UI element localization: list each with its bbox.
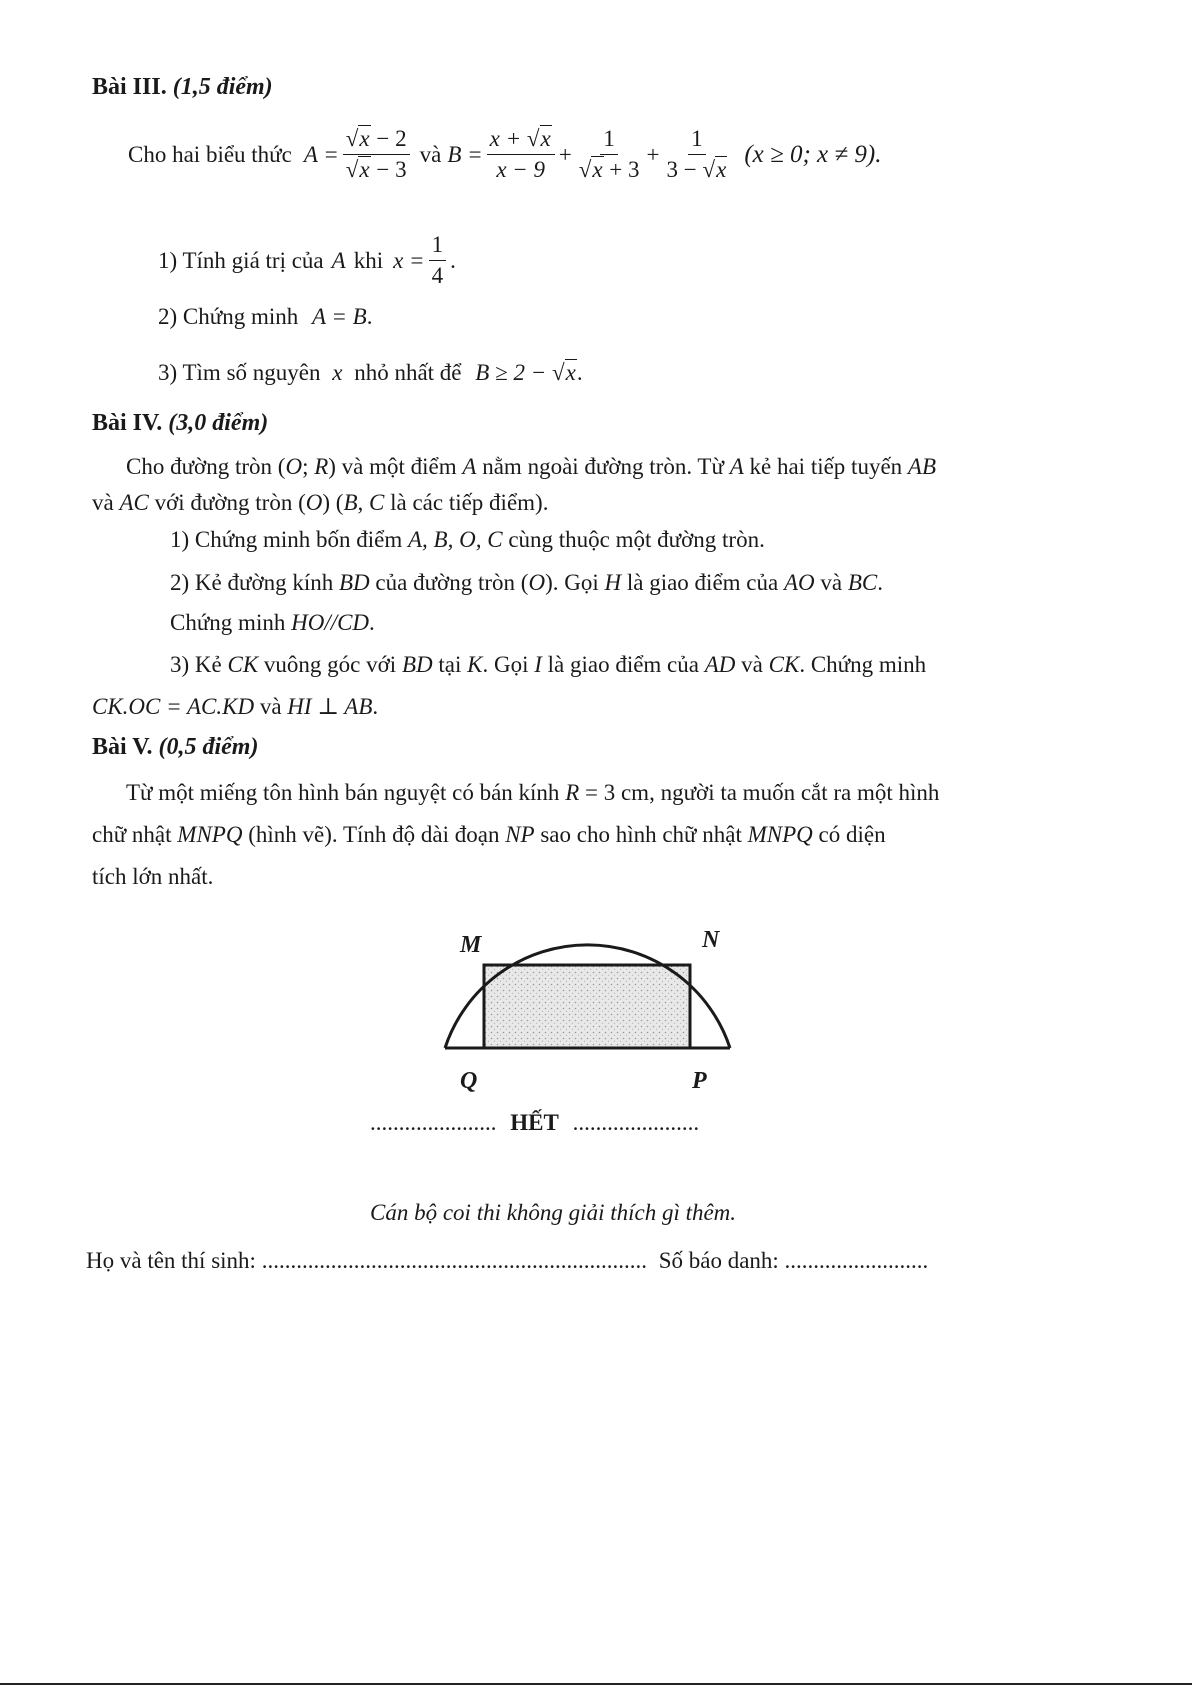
label-Q: Q [460,1068,478,1094]
B-fraction-2: $\frac{1}{√x + 3}$ [578,126,640,182]
label-N: N [702,927,720,953]
bai3-heading: Bài III. (1,5 điểm) [92,74,273,100]
bai3-q3: 3) Tìm số nguyên x nhỏ nhất để B ≥ 2 − √x. [158,360,583,385]
bai4-q3: 3) Kẻ CK vuông góc với BD tại K. Gọi I là giao điểm của AD và CK. Chứng minh [170,652,927,677]
name-field: ................................................................... [261,1248,647,1273]
plus-sign: + [558,141,572,167]
bai5-line3: tích lớn nhất. [92,864,214,889]
invigilator-note: Cán bộ coi thi không giải thích gì thêm. [370,1200,737,1225]
bai3-expressions [128,126,881,183]
id-label: Số báo danh: [658,1248,779,1273]
intro-text: Cho hai biểu thức [128,141,292,167]
rectangle-fill [484,965,690,1048]
bai4-q3-line2: CK.OC = AC.KD và HI ⊥ AB. [92,694,379,719]
bai4-q1: 1) Chứng minh bốn điểm A, B, O, C cùng thuộc một đường tròn. [170,527,765,552]
bai3-q1: 1) Tính giá trị của A khi x = $\frac{1}{4}$ . [158,232,456,288]
end-marker: ...................... HẾT ...................... [370,1110,700,1135]
bai4-intro-line1: Cho đường tròn (O; R) và một điểm A nằm ngoài đường tròn. Từ A kẻ hai tiếp tuyến AB [126,454,937,479]
bai4-heading: Bài IV. (3,0 điểm) [92,410,269,436]
bai3-q2: 2) Chứng minh A = B. [158,304,373,329]
B-fraction-3: $\frac{1}{3 - √x}$ [666,126,727,182]
candidate-info [86,1248,928,1274]
B-fraction-1: $\frac{x + √x}{x - 9}$ [487,126,555,183]
bai4-q2: 2) Kẻ đường kính BD của đường tròn (O). Gọi H là giao điểm của AO và BC. [170,570,883,595]
label-P: P [692,1068,707,1094]
bai5-line1: Từ một miếng tôn hình bán nguyệt có bán kính R = 3 cm, người ta muốn cắt ra một hình [126,780,940,805]
domain-condition: (x ≥ 0; x ≠ 9). [744,140,882,168]
label-M: M [460,932,482,958]
name-label: Họ và tên thí sinh: [86,1248,256,1273]
bai4-q2-line2: Chứng minh HO//CD. [170,610,375,635]
bai5-heading: Bài V. (0,5 điểm) [92,734,259,760]
semicircle-figure [430,905,760,1100]
id-field: ......................... [784,1248,929,1273]
A-label: A = [303,141,339,167]
bai4-intro-line2: và AC với đường tròn (O) (B, C là các tiếp điểm). [92,490,549,515]
bai5-line2: chữ nhật MNPQ (hình vẽ). Tính độ dài đoạn NP sao cho hình chữ nhật MNPQ có diện [92,822,886,847]
and-text: và [419,141,442,167]
A-fraction: $\frac{√x - 2}{√x - 3}$ [343,126,410,183]
B-label: B = [447,141,483,167]
q1-fraction: $\frac{1}{4}$ [429,232,447,289]
plus-sign-2: + [646,141,660,167]
